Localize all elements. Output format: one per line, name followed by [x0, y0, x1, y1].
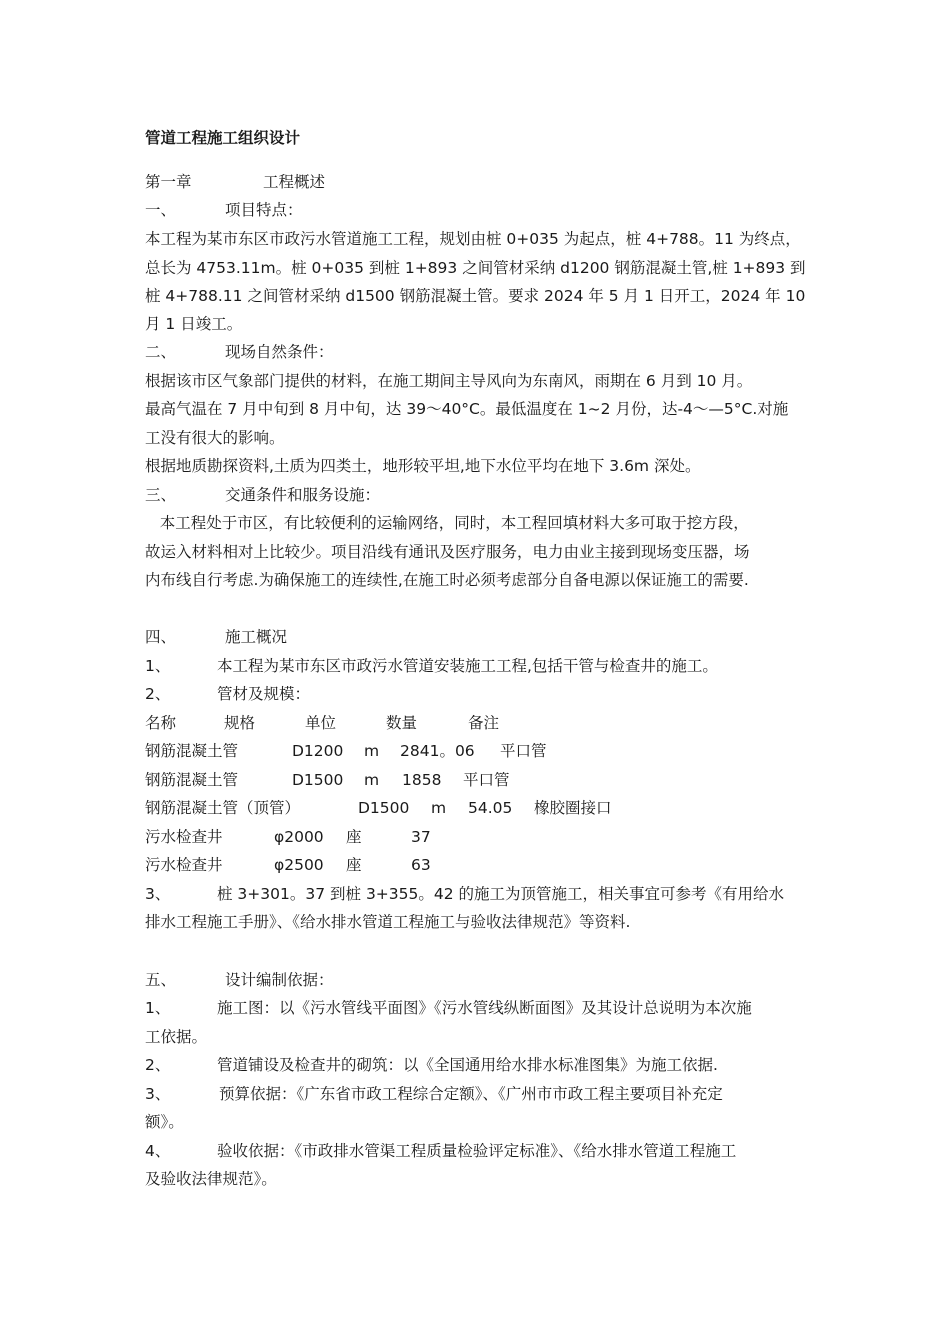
paragraph-line: 内布线自行考虑.为确保施工的连续性,在施工时必须考虑部分自备电源以保证施工的需要.: [145, 571, 749, 589]
paragraph-line: 本工程为某市东区市政污水管道施工工程，规划由桩 0+035 为起点，桩 4+788。11 为终点，: [145, 230, 801, 248]
paragraph-line: 工没有很大的影响。: [145, 429, 285, 447]
list-item-text: 管道铺设及检查井的砌筑：以《全国通用给水排水标准图集》为施工依据.: [217, 1056, 718, 1074]
table-cell: 37: [411, 828, 431, 846]
section-5-heading: 设计编制依据：: [225, 971, 334, 989]
table-cell: D1500: [358, 799, 410, 817]
list-item-text: 管材及规模：: [217, 685, 311, 703]
table-header-name: 名称: [145, 714, 177, 732]
list-item-text: 验收依据：《市政排水管渠工程质量检验评定标准》、《给水排水管道工程施工: [217, 1142, 737, 1160]
table-cell: 座: [346, 856, 362, 874]
paragraph-line: 根据地质勘探资料,土质为四类土，地形较平坦,地下水位平均在地下 3.6m 深处。: [145, 457, 701, 475]
list-item-number: 3、: [145, 885, 171, 903]
list-item-text: 工依据。: [145, 1028, 208, 1046]
table-cell: 污水检查井: [145, 828, 223, 846]
list-item-number: 3、: [145, 1085, 171, 1103]
table-cell: 钢筋混凝土管: [145, 742, 239, 760]
table-cell: 平口管: [500, 742, 547, 760]
list-item-number: 4、: [145, 1142, 171, 1160]
list-item-text: 及验收法律规范》。: [145, 1170, 277, 1188]
chapter-title: 工程概述: [263, 173, 326, 191]
table-cell: 橡胶圈接口: [534, 799, 612, 817]
table-cell: φ2500: [274, 856, 324, 874]
table-cell: m: [364, 771, 380, 789]
table-header-unit: 单位: [305, 714, 337, 732]
section-4-number: 四、: [145, 628, 177, 646]
section-1-number: 一、: [145, 201, 177, 219]
section-2-number: 二、: [145, 343, 177, 361]
section-3-number: 三、: [145, 486, 177, 504]
table-header-spec: 规格: [224, 714, 256, 732]
table-header-quantity: 数量: [386, 714, 418, 732]
table-cell: 2841。06: [400, 742, 475, 760]
list-item-text: 桩 3+301。37 到桩 3+355。42 的施工为顶管施工，相关事宜可参考《有用给水: [217, 885, 785, 903]
table-cell: φ2000: [274, 828, 324, 846]
list-item-text: 预算依据：《广东省市政工程综合定额》、《广州市市政工程主要项目补充定: [219, 1085, 723, 1103]
table-cell: D1200: [292, 742, 344, 760]
table-header-remark: 备注: [468, 714, 500, 732]
list-item-text: 额》。: [145, 1113, 184, 1131]
list-item-text: 排水工程施工手册》、《给水排水管道工程施工与验收法律规范》等资料.: [145, 913, 631, 931]
section-2-heading: 现场自然条件：: [225, 343, 334, 361]
table-cell: 63: [411, 856, 431, 874]
table-cell: D1500: [292, 771, 344, 789]
section-1-heading: 项目特点：: [225, 201, 303, 219]
section-4-heading: 施工概况: [225, 628, 288, 646]
list-item-number: 1、: [145, 657, 171, 675]
list-item-number: 1、: [145, 999, 171, 1017]
list-item-number: 2、: [145, 1056, 171, 1074]
document-title: 管道工程施工组织设计: [145, 129, 301, 147]
table-cell: m: [431, 799, 447, 817]
section-3-heading: 交通条件和服务设施：: [225, 486, 381, 504]
table-cell: 钢筋混凝土管: [145, 771, 239, 789]
paragraph-line: 最高气温在 7 月中旬到 8 月中旬，达 39～40°C。最低温度在 1~2 月份，达-4～—5°C.对施: [145, 400, 789, 418]
paragraph-line: 总长为 4753.11m。桩 0+035 到桩 1+893 之间管材采纳 d1200 钢筋混凝土管,桩 1+893 到: [145, 259, 806, 277]
chapter-number: 第一章: [145, 173, 192, 191]
table-cell: 座: [346, 828, 362, 846]
table-cell: 钢筋混凝土管（顶管）: [145, 799, 301, 817]
list-item-number: 2、: [145, 685, 171, 703]
table-cell: 污水检查井: [145, 856, 223, 874]
paragraph-line: 故运入材料相对上比较少。项目沿线有通讯及医疗服务，电力由业主接到现场变压器，场: [145, 543, 750, 561]
paragraph-line: 桩 4+788.11 之间管材采纳 d1500 钢筋混凝土管。要求 2024 年 5 月 1 日开工，2024 年 10: [145, 287, 806, 305]
table-cell: 平口管: [463, 771, 510, 789]
table-cell: 54.05: [468, 799, 513, 817]
section-5-number: 五、: [145, 971, 177, 989]
table-cell: 1858: [402, 771, 442, 789]
list-item-text: 施工图：以《污水管线平面图》《污水管线纵断面图》及其设计总说明为本次施: [217, 999, 752, 1017]
list-item-text: 本工程为某市东区市政污水管道安装施工工程,包括干管与检查井的施工。: [217, 657, 718, 675]
paragraph-line: 根据该市区气象部门提供的材料，在施工期间主导风向为东南风，雨期在 6 月到 10 月。: [145, 372, 753, 390]
paragraph-line: 本工程处于市区，有比较便利的运输网络，同时，本工程回填材料大多可取于挖方段，: [145, 514, 749, 532]
table-cell: m: [364, 742, 380, 760]
paragraph-line: 月 1 日竣工。: [145, 315, 243, 333]
